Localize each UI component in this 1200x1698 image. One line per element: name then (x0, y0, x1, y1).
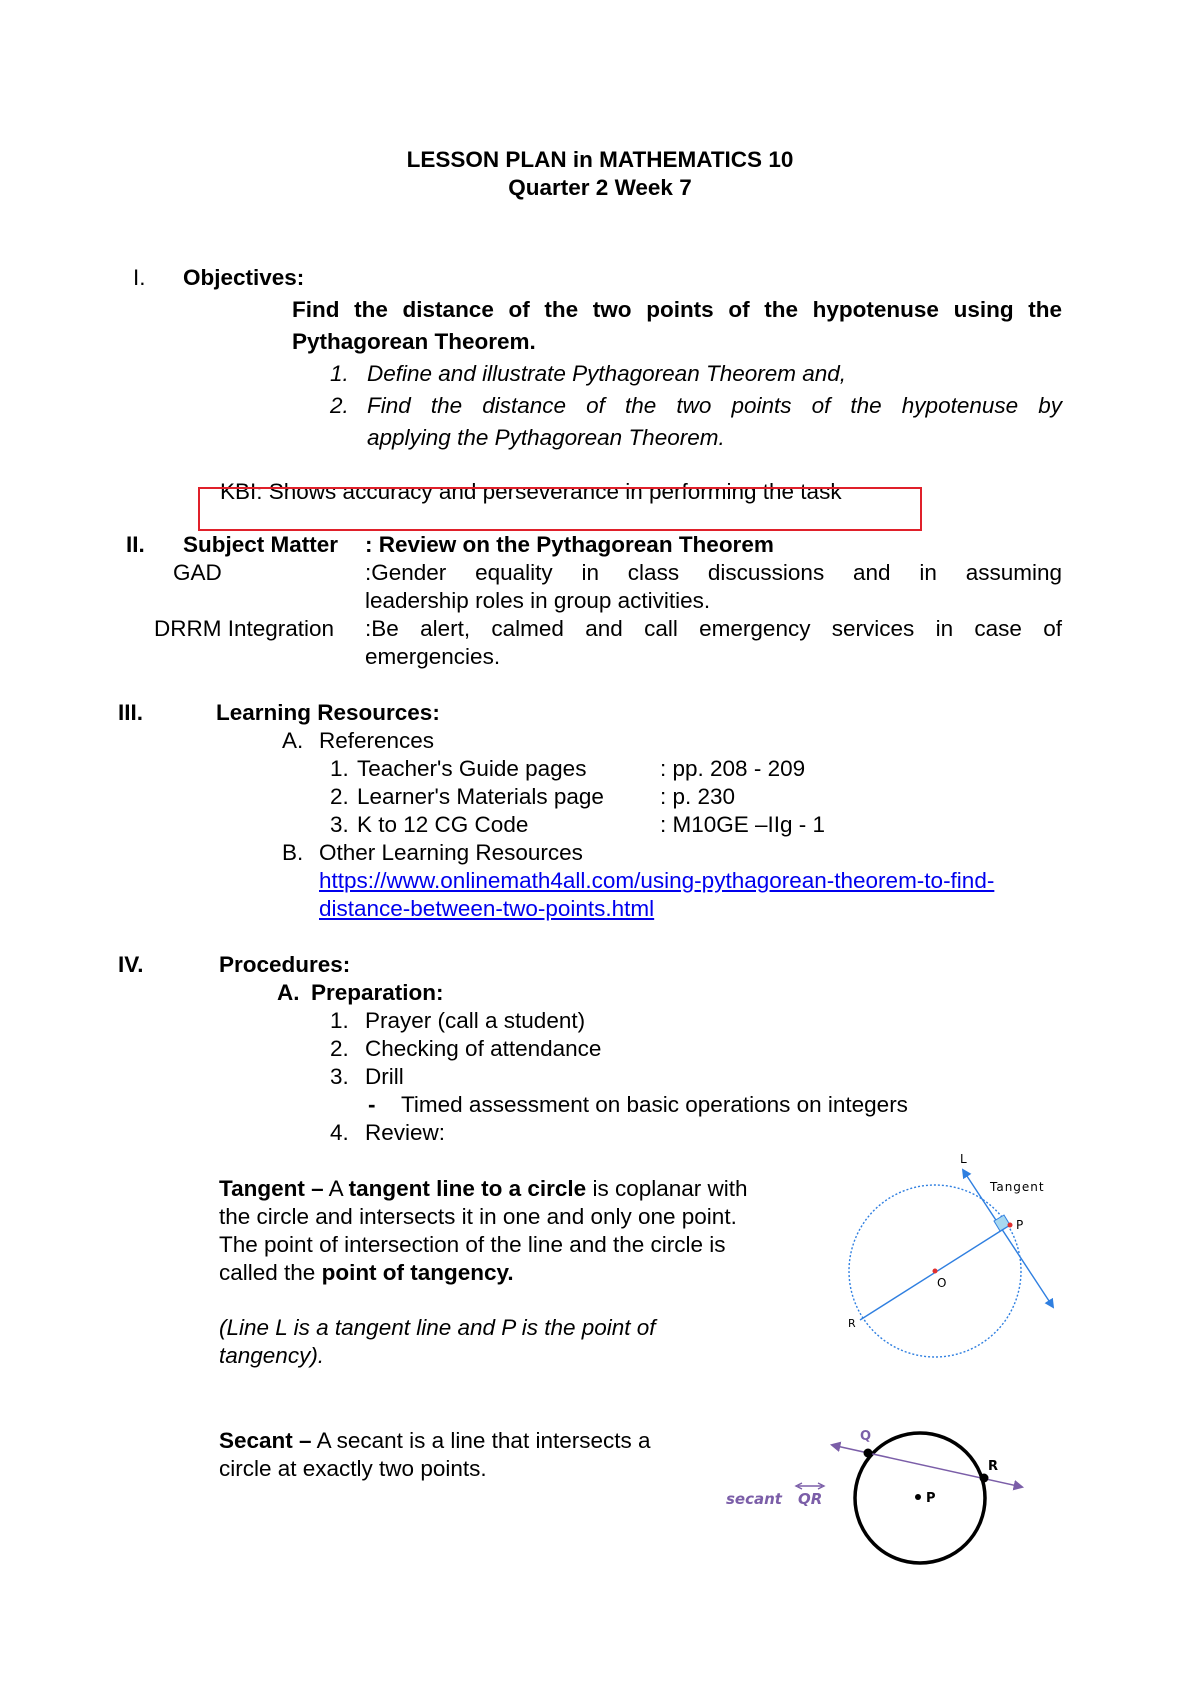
tangent-figure (830, 1125, 1070, 1365)
objective-item-text-cont: applying the Pythagorean Theorem. (367, 425, 725, 450)
label-o: O (937, 1276, 947, 1290)
objective-item-text: Find the distance of the two points of the hypotenuse by (367, 393, 1062, 418)
procedures-heading: Procedures: (219, 952, 351, 977)
resource-link[interactable]: https://www.onlinemath4all.com/using-pythagorean-theorem-to-find- (319, 868, 995, 893)
step-label: Prayer (call a student) (365, 1008, 586, 1033)
tangent-definition-line3: The point of intersection of the line and the circle is (219, 1232, 726, 1257)
objectives-heading: Objectives: (183, 265, 305, 290)
objective-item-text: Define and illustrate Pythagorean Theorem and, (367, 361, 847, 386)
page-title: LESSON PLAN in MATHEMATICS 10 (406, 147, 794, 172)
reference-num: 2. (330, 784, 349, 809)
label-r: R (988, 1459, 999, 1474)
tangent-keyword: tangent line to a circle (348, 1176, 587, 1201)
references-letter: A. (282, 728, 304, 753)
tangent-note-cont: tangency). (219, 1343, 325, 1368)
tangent-term: Tangent – (219, 1176, 324, 1201)
secant-definition-line2: circle at exactly two points. (219, 1456, 487, 1481)
label-tangent: Tangent (990, 1180, 1045, 1194)
other-resources-label: Other Learning Resources (319, 840, 583, 865)
objectives-main-line2: Pythagorean Theorem. (292, 329, 536, 354)
reference-num: 1. (330, 756, 349, 781)
subject-matter-value: : Review on the Pythagorean Theorem (365, 532, 774, 557)
reference-label: Teacher's Guide pages (357, 756, 587, 781)
step-num: 1. (330, 1008, 349, 1033)
secant-definition-line1 (219, 1428, 651, 1454)
label-r: R (848, 1317, 856, 1330)
reference-label: Learner's Materials page (357, 784, 604, 809)
step-num: 4. (330, 1120, 349, 1145)
label-p: P (1016, 1218, 1024, 1232)
references-label: References (319, 728, 435, 753)
secant-figure (720, 1418, 1040, 1568)
right-angle-mark (994, 1215, 1010, 1231)
step-label: Review: (365, 1120, 446, 1145)
step-num: 3. (330, 1064, 349, 1089)
reference-value: : p. 230 (660, 784, 736, 809)
subject-matter-heading: Subject Matter (183, 532, 339, 557)
drrm-text-cont: emergencies. (365, 644, 501, 669)
label-l: L (960, 1152, 967, 1166)
objective-item-num: 1. (330, 361, 349, 386)
point-q (864, 1449, 873, 1458)
gad-label: GAD (173, 560, 222, 585)
drrm-text: :Be alert, calmed and call emergency services in case of (365, 616, 1062, 641)
objective-item-num: 2. (330, 393, 349, 418)
tangent-note: (Line L is a tangent line and P is the point of (219, 1315, 656, 1340)
label-secant: secant (726, 1490, 782, 1508)
section-numeral-iii: III. (118, 700, 144, 725)
point-o (933, 1269, 938, 1274)
reference-value: : pp. 208 - 209 (660, 756, 806, 781)
gad-text: :Gender equality in class discussions and in assuming (365, 560, 1062, 585)
objectives-main-line1: Find the distance of the two points of the hypotenuse using the (292, 297, 1062, 322)
point-p (1008, 1223, 1013, 1228)
label-p: P (926, 1491, 936, 1506)
label-q: Q (860, 1429, 872, 1444)
step-label: Checking of attendance (365, 1036, 602, 1061)
kbi-statement: KBI: Shows accuracy and perseverance in performing the task (220, 479, 842, 504)
step-label: Drill (365, 1064, 404, 1089)
secant-text: A secant is a line that intersects a (311, 1428, 651, 1453)
section-numeral-iv: IV. (118, 952, 144, 977)
step-num: 2. (330, 1036, 349, 1061)
resources-heading: Learning Resources: (216, 700, 440, 725)
section-numeral-i: I. (133, 265, 146, 290)
gad-text-cont: leadership roles in group activities. (365, 588, 711, 613)
annotation-box (198, 487, 922, 531)
reference-num: 3. (330, 812, 349, 837)
reference-value: : M10GE –IIg - 1 (660, 812, 826, 837)
tangent-text: called the (219, 1260, 322, 1285)
drill-bullet: - (368, 1092, 376, 1117)
tangent-definition-line4 (219, 1260, 514, 1286)
point-p-center (915, 1494, 921, 1500)
other-resources-letter: B. (282, 840, 304, 865)
preparation-letter: A. (277, 980, 300, 1005)
label-qr: QR (798, 1490, 823, 1508)
section-numeral-ii: II. (126, 532, 145, 557)
drrm-label: DRRM Integration (154, 616, 335, 641)
tangent-definition-line2: the circle and intersects it in one and only one point. (219, 1204, 737, 1229)
tangent-definition-line1 (219, 1176, 748, 1202)
tangent-text: is coplanar with (586, 1176, 748, 1201)
preparation-label: Preparation: (311, 980, 444, 1005)
drill-detail: Timed assessment on basic operations on integers (401, 1092, 908, 1117)
tangent-text: A (323, 1176, 349, 1201)
point-r (980, 1474, 989, 1483)
secant-term: Secant – (219, 1428, 312, 1453)
reference-label: K to 12 CG Code (357, 812, 529, 837)
page-subtitle: Quarter 2 Week 7 (508, 175, 692, 200)
resource-link-cont[interactable]: distance-between-two-points.html (319, 896, 655, 921)
point-of-tangency-keyword: point of tangency. (321, 1260, 514, 1285)
